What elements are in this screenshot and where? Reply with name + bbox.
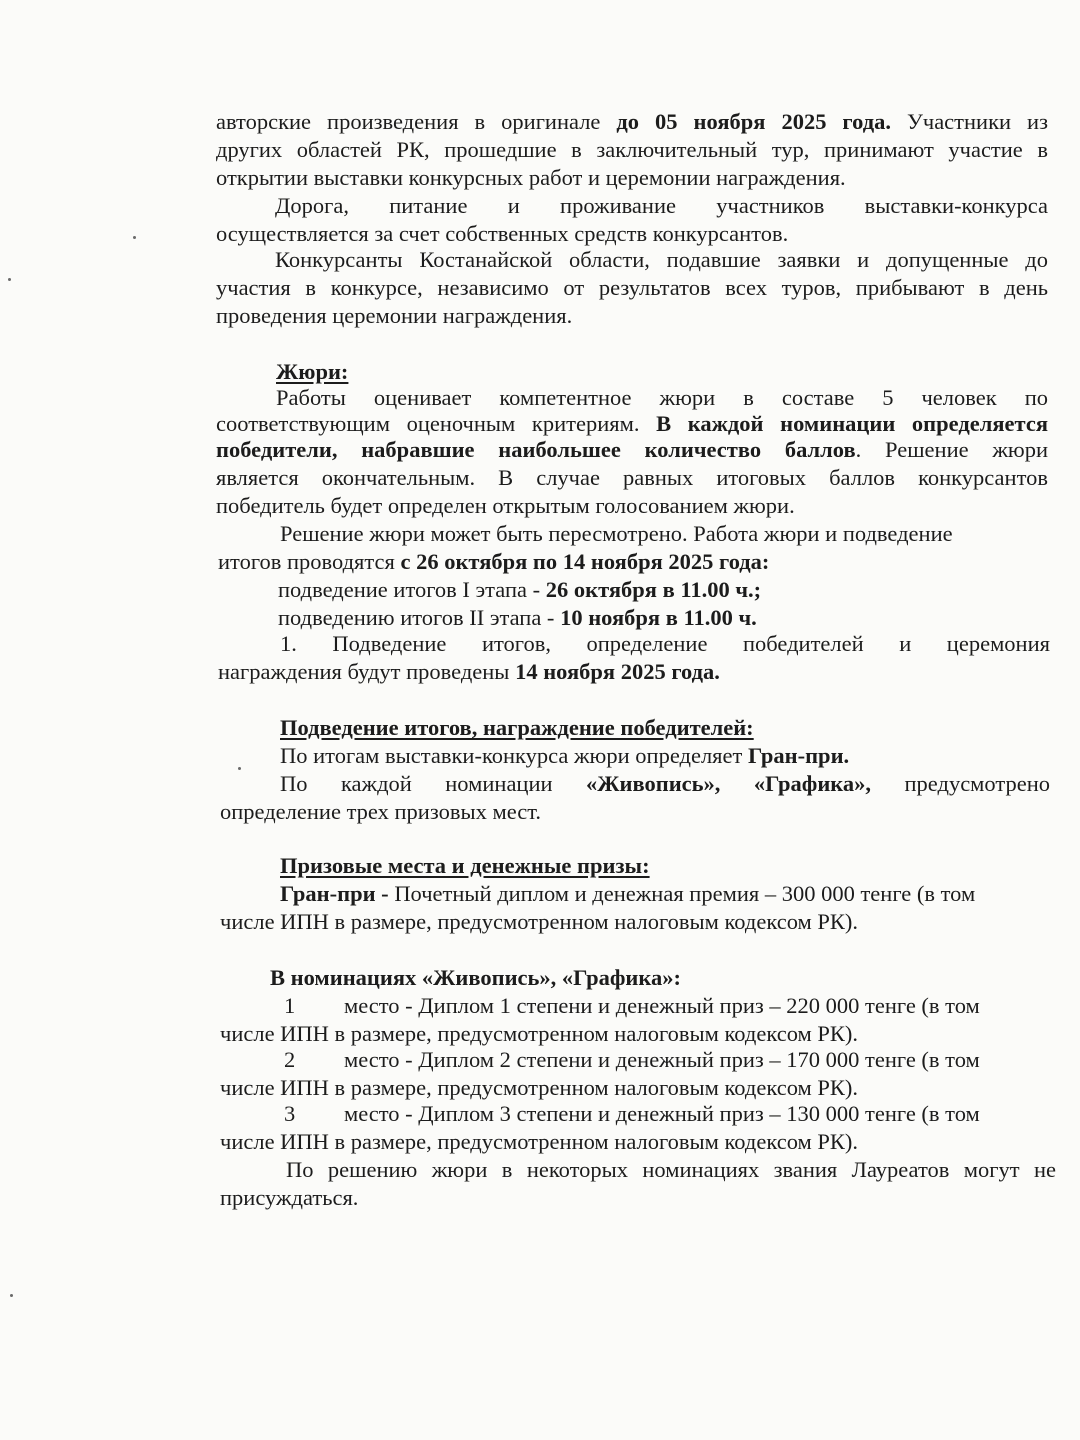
jury-line8: подведение итогов I этапа - 26 октября в 11.00 ч.; <box>278 577 762 602</box>
p1-line1: авторские произведения в оригинале до 05 ноября 2025 года. Участники из <box>216 109 1048 134</box>
jury-line6: Решение жюри может быть пересмотрено. Работа жюри и подведение <box>280 521 953 546</box>
jury-line2: соответствующим оценочным критериям. В каждой номинации определяется <box>216 411 1048 436</box>
p2-line2: осуществляется за счет собственных средств конкурсантов. <box>216 221 789 246</box>
place-2-number: 2 <box>284 1047 296 1072</box>
place-3-line2: числе ИПН в размере, предусмотренном налоговым кодексом РК). <box>220 1129 859 1154</box>
jury-line10: 1. Подведение итогов, определение победителей и церемония <box>280 631 1050 656</box>
scan-speck <box>133 236 136 239</box>
place-3-number: 3 <box>284 1101 296 1126</box>
jury-line5: победитель будет определен открытым голосованием жюри. <box>216 493 795 518</box>
place-2-line1: 2 место - Диплом 2 степени и денежный приз – 170 000 тенге (в том <box>284 1047 980 1072</box>
jury-line11: награждения будут проведены 14 ноября 2025 года. <box>218 659 720 684</box>
p3-line3: проведения церемонии награждения. <box>216 303 573 328</box>
prizes-heading: Призовые места и денежные призы: <box>280 853 650 878</box>
scan-speck <box>238 767 241 770</box>
nominations-heading: В номинациях «Живопись», «Графика»: <box>270 965 681 990</box>
p2-line1: Дорога, питание и проживание участников выставки-конкурса <box>275 193 1048 218</box>
jury-line3: победители, набравшие наибольшее количество баллов. Решение жюри <box>216 437 1048 462</box>
results-line3: определение трех призовых мест. <box>220 799 541 824</box>
grand-prix-line2: числе ИПН в размере, предусмотренном налоговым кодексом РК). <box>220 909 859 934</box>
p1-line3: открытии выставки конкурсных работ и церемонии награждения. <box>216 165 846 190</box>
scan-speck <box>10 1294 13 1297</box>
jury-heading: Жюри: <box>276 359 349 384</box>
p3-line2: участия в конкурсе, независимо от результатов всех туров, прибывают в день <box>216 275 1048 300</box>
jury-line9: подведению итогов II этапа - 10 ноября в 11.00 ч. <box>278 605 757 630</box>
place-3-line1: 3 место - Диплом 3 степени и денежный приз – 130 000 тенге (в том <box>284 1101 980 1126</box>
p3-line1: Конкурсанты Костанайской области, подавшие заявки и допущенные до <box>275 247 1048 272</box>
jury-line4: является окончательным. В случае равных итоговых баллов конкурсантов <box>216 465 1048 490</box>
jury-line1: Работы оценивает компетентное жюри в составе 5 человек по <box>276 385 1048 410</box>
results-line1: По итогам выставки-конкурса жюри определяет Гран-при. <box>280 743 850 768</box>
scan-speck <box>8 278 11 281</box>
results-line2: По каждой номинации «Живопись», «Графика», предусмотрено <box>280 771 1051 796</box>
jury-line7: итогов проводятся с 26 октября по 14 ноября 2025 года: <box>218 549 770 574</box>
grand-prix-line1: Гран-при - Почетный диплом и денежная премия – 300 000 тенге (в том <box>280 881 976 906</box>
place-1-number: 1 <box>284 993 296 1018</box>
place-1-line1: 1 место - Диплом 1 степени и денежный приз – 220 000 тенге (в том <box>284 993 980 1018</box>
final-line1: По решению жюри в некоторых номинациях звания Лауреатов могут не <box>286 1157 1056 1182</box>
place-1-line2: числе ИПН в размере, предусмотренном налоговым кодексом РК). <box>220 1021 859 1046</box>
p1-line2: других областей РК, прошедшие в заключительный тур, принимают участие в <box>216 137 1048 162</box>
place-2-line2: числе ИПН в размере, предусмотренном налоговым кодексом РК). <box>220 1075 859 1100</box>
final-line2: присуждаться. <box>220 1185 359 1210</box>
results-heading: Подведение итогов, награждение победителей: <box>280 715 754 740</box>
